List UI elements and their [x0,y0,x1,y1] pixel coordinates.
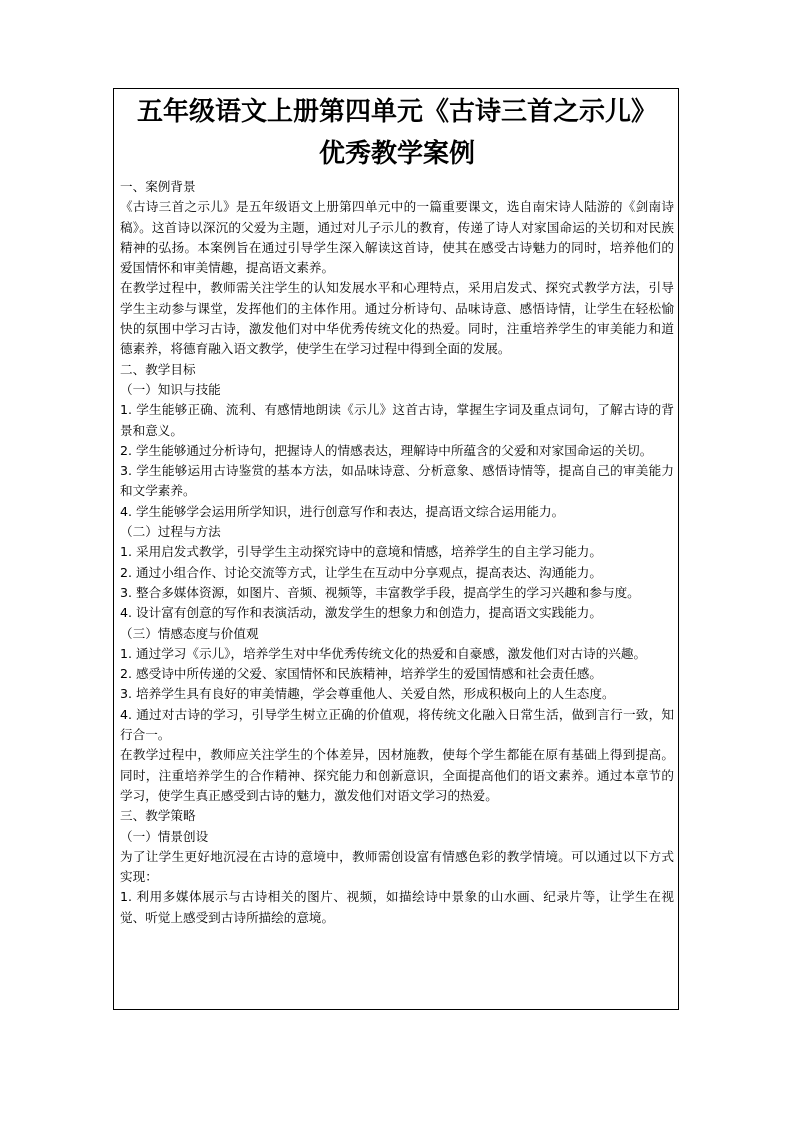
subheading-knowledge-skills: （一）知识与技能 [120,381,221,397]
paragraph-scenario-intro: 为了让学生更好地沉浸在古诗的意境中，教师需创设富有情感色彩的教学情境。可以通过以下方式实现： [120,848,674,885]
section-heading-strategy: 三、教学策略 [120,808,196,824]
document-title-line2: 优秀教学案例 [318,139,475,169]
list-item-emotion-1: 1. 通过学习《示儿》，培养学生对中华优秀传统文化的热爱和自豪感，激发他们对古诗的兴趣。 [120,645,647,661]
list-item-process-2: 2. 通过小组合作、讨论交流等方式，让学生在互动中分享观点，提高表达、沟通能力。 [120,564,602,580]
list-item-knowledge-1: 1. 学生能够正确、流利、有感情地朗读《示儿》这首古诗，掌握生字词及重点词句，了解古诗的背景和意义。 [120,402,674,438]
document-title-line1: 五年级语文上册第四单元《古诗三首之示儿》 [136,97,657,127]
document-body [120,177,674,928]
paragraph-goals-summary: 在教学过程中，教师应关注学生的个体差异，因材施教，使每个学生都能在原有基础上得到提高。同时，注重培养学生的合作精神、探究能力和创新意识，全面提高他们的语文素养。通过本章节的学习，使学生真正感受到古诗的魅力，激发他们对语文学习的热爱。 [120,747,674,803]
list-item-knowledge-2: 2. 学生能够通过分析诗句，把握诗人的情感表达，理解诗中所蕴含的父爱和对家国命运的关切。 [120,442,653,458]
subheading-process-methods: （二）过程与方法 [120,524,221,540]
list-item-process-4: 4. 设计富有创意的写作和表演活动，激发学生的想象力和创造力，提高语文实践能力。 [120,605,602,621]
paragraph-background-1: 《古诗三首之示儿》是五年级语文上册第四单元中的一篇重要课文，选自南宋诗人陆游的《剑南诗稿》。这首诗以深沉的父爱为主题，通过对儿子示儿的教育，传递了诗人对家国命运的关切和对民族精神的弘扬。本案例旨在通过引导学生深入解读这首诗，使其在感受古诗魅力的同时，培养他们的爱国情怀和审美情趣，提高语文素养。 [120,199,674,276]
list-item-process-3: 3. 整合多媒体资源，如图片、音频、视频等，丰富教学手段，提高学生的学习兴趣和参与度。 [120,584,640,600]
list-item-knowledge-3: 3. 学生能够运用古诗鉴赏的基本方法，如品味诗意、分析意象、感悟诗情等，提高自己的审美能力和文学素养。 [120,463,674,499]
section-heading-background: 一、案例背景 [120,179,196,194]
subheading-emotion-values: （三）情感态度与价值观 [120,625,259,641]
paragraph-background-2: 在教学过程中，教师需关注学生的认知发展水平和心理特点，采用启发式、探究式教学方法，引导学生主动参与课堂，发挥他们的主体作用。通过分析诗句、品味诗意、感悟诗情，让学生在轻松愉快的氛围中学习古诗，激发他们对中华优秀传统文化的热爱。同时，注重培养学生的审美能力和道德素养，将德育融入语文教学，使学生在学习过程中得到全面的发展。 [120,280,674,357]
document-frame [113,88,679,1010]
list-item-emotion-2: 2. 感受诗中所传递的父爱、家国情怀和民族精神，培养学生的爱国情感和社会责任感。 [120,666,602,682]
list-item-knowledge-4: 4. 学生能够学会运用所学知识，进行创意写作和表达，提高语文综合运用能力。 [120,503,565,519]
subheading-scenario: （一）情景创设 [120,828,209,844]
list-item-emotion-4: 4. 通过对古诗的学习，引导学生树立正确的价值观，将传统文化融入日常生活，做到言行一致，知行合一。 [120,706,674,743]
list-item-emotion-3: 3. 培养学生具有良好的审美情趣，学会尊重他人、关爱自然，形成积极向上的人生态度。 [120,686,615,702]
list-item-process-1: 1. 采用启发式教学，引导学生主动探究诗中的意境和情感，培养学生的自主学习能力。 [120,544,602,560]
list-item-scenario-1: 1. 利用多媒体展示与古诗相关的图片、视频，如描绘诗中景象的山水画、纪录片等，让学生在视觉、听觉上感受到古诗所描绘的意境。 [120,889,674,925]
section-heading-goals: 二、教学目标 [120,361,196,377]
